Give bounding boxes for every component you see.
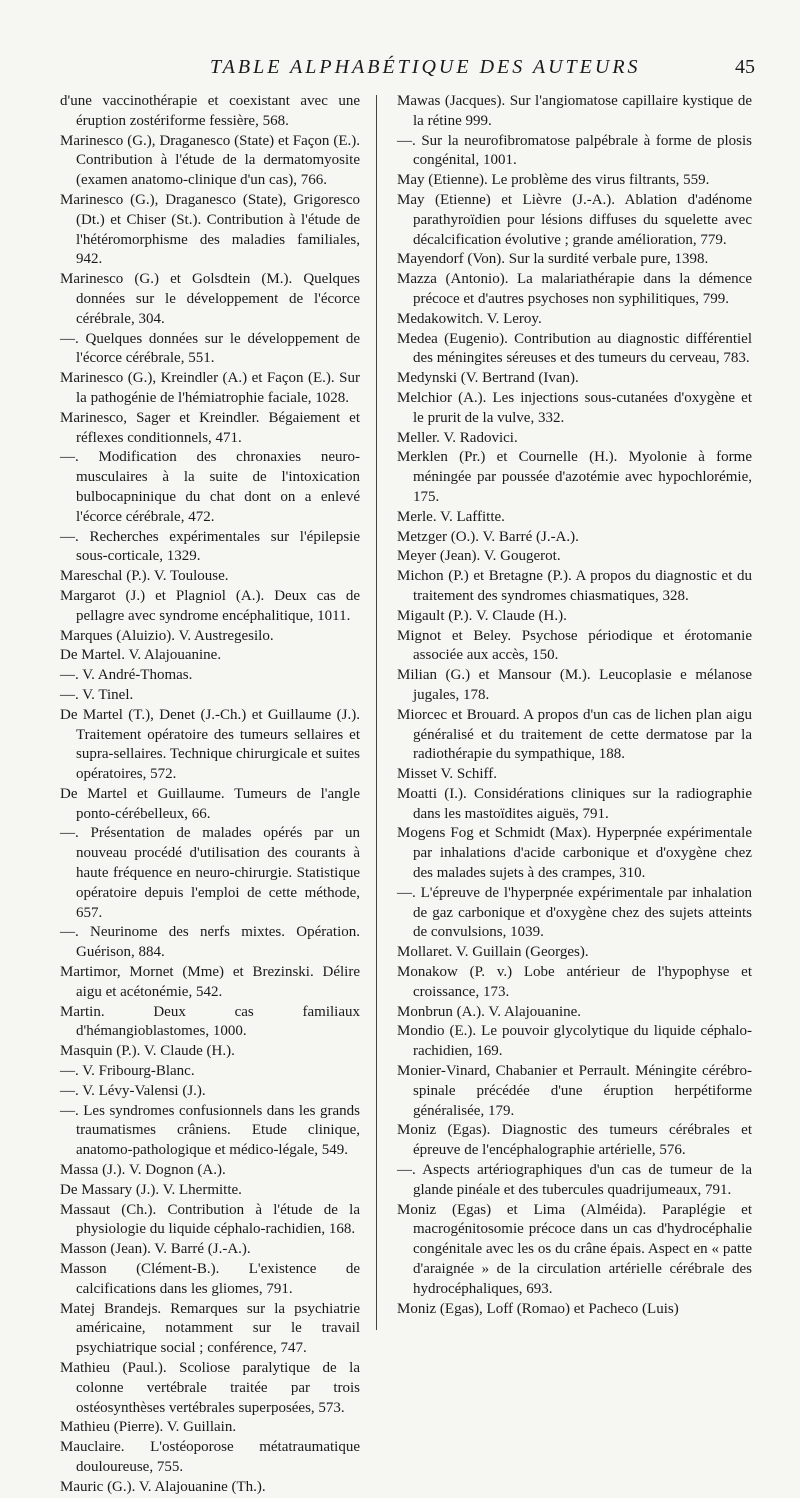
index-entry: Moniz (Egas) et Lima (Alméida). Paraplégie et macrogénitosomie précoce dans un cas d'hydrocéphalie congénitale avec les os du crâne épais. Aspect en « patte d'araignée » de la circulation artérielle cérébrale des hydrocéphaliques, 693. bbox=[397, 1201, 752, 1297]
index-entry: Margarot (J.) et Plagniol (A.). Deux cas de pellagre avec syndrome encéphalitique, 1011. bbox=[60, 587, 360, 624]
index-entry: d'une vaccinothérapie et coexistant avec une éruption zostériforme fessière, 568. bbox=[60, 93, 360, 129]
index-entry: De Martel. V. Alajouanine. bbox=[60, 647, 222, 664]
index-entry: Migault (P.). V. Claude (H.). bbox=[397, 607, 567, 624]
index-entry: Moatti (I.). Considérations cliniques sur la radiographie dans les mastoïdites aiguës, 791. bbox=[397, 785, 752, 822]
index-entry: Mathieu (Paul.). Scoliose paralytique de la colonne vertébrale traitée par trois ostéosynthèses vertébrales superposées, 573. bbox=[60, 1360, 360, 1416]
index-entry: —. V. Tinel. bbox=[60, 686, 134, 703]
index-entry: —. V. André-Thomas. bbox=[60, 667, 193, 684]
index-entry: —. Sur la neurofibromatose palpébrale à forme de plosis congénital, 1001. bbox=[397, 132, 752, 169]
index-entry: —. Présentation de malades opérés par un nouveau procédé d'utilisation des courants à haute fréquence en neuro-chirurgie. Statistique opératoire depuis l'emploi de cette méthode, 657. bbox=[60, 825, 360, 921]
index-entry: Martimor, Mornet (Mme) et Brezinski. Délire aigu et acétonémie, 542. bbox=[60, 964, 360, 1000]
index-entry: Matej Brandejs. Remarques sur la psychiatrie américaine, notamment sur le travail psychiatrique social ; conférence, 747. bbox=[60, 1300, 360, 1357]
index-entry: Martin. Deux cas familiaux d'hémangioblastomes, 1000. bbox=[60, 1003, 360, 1040]
index-entry: De Martel (T.), Denet (J.-Ch.) et Guillaume (J.). Traitement opératoire des tumeurs sellaires et supra-sellaires. Technique chirurgicale et suites opératoires, 572. bbox=[60, 706, 360, 783]
index-entry: Monier-Vinard, Chabanier et Perrault. Méningite cérébro-spinale précédée d'une éruption herpétiforme généralisée, 179. bbox=[397, 1063, 752, 1119]
index-entry: Mazza (Antonio). La malariathérapie dans la démence précoce et d'autres psychoses non syphilitiques, 799. bbox=[397, 271, 752, 307]
right-column bbox=[397, 92, 752, 1319]
index-entry: Metzger (O.). V. Barré (J.-A.). bbox=[397, 528, 579, 545]
index-entry: Melchior (A.). Les injections sous-cutanées d'oxygène et le prurit de la vulve, 332. bbox=[397, 389, 752, 426]
left-column bbox=[60, 92, 360, 1498]
column-divider bbox=[376, 95, 377, 1330]
index-entry: Moniz (Egas), Loff (Romao) et Pacheco (Luis) bbox=[397, 1300, 679, 1317]
index-entry: May (Etienne) et Lièvre (J.-A.). Ablation d'adénome parathyroïdien pour lésions diffuses du squelette avec décalcification évolutive ; grande amélioration, 779. bbox=[397, 191, 752, 248]
page-number: 45 bbox=[735, 56, 755, 78]
index-entry: Meyer (Jean). V. Gougerot. bbox=[397, 548, 561, 565]
index-entry: Mondio (E.). Le pouvoir glycolytique du liquide céphalo-rachidien, 169. bbox=[397, 1023, 752, 1060]
index-entry: Monbrun (A.). V. Alajouanine. bbox=[397, 1003, 582, 1020]
index-entry: Medakowitch. V. Leroy. bbox=[397, 310, 542, 327]
index-entry: Mawas (Jacques). Sur l'angiomatose capillaire kystique de la rétine 999. bbox=[397, 93, 752, 129]
index-entry: Medynski (V. Bertrand (Ivan). bbox=[397, 370, 579, 387]
index-entry: Massaut (Ch.). Contribution à l'étude de la physiologie du liquide céphalo-rachidien, 168. bbox=[60, 1201, 360, 1238]
page-header bbox=[40, 56, 755, 86]
index-entry: Mogens Fog et Schmidt (Max). Hyperpnée expérimentale par inhalations d'acide carbonique et d'oxygène chez des malades sujets à des crampes, 310. bbox=[397, 825, 752, 882]
index-entry: Milian (G.) et Mansour (M.). Leucoplasie e mélanose jugales, 178. bbox=[397, 667, 752, 703]
index-entry: Massa (J.). V. Dognon (A.). bbox=[60, 1162, 226, 1179]
index-entry: Michon (P.) et Bretagne (P.). A propos du diagnostic et du traitement des syndromes chiasmatiques, 328. bbox=[397, 568, 752, 604]
index-entry: Misset V. Schiff. bbox=[397, 766, 498, 783]
index-entry: —. L'épreuve de l'hyperpnée expérimentale par inhalation de gaz carbonique et d'oxygène chez des sujets atteints de convulsions, 1039. bbox=[397, 884, 752, 941]
index-entry: Monakow (P. v.) Lobe antérieur de l'hypophyse et croissance, 173. bbox=[397, 964, 752, 1000]
index-entry: —. Aspects artériographiques d'un cas de tumeur de la glande pinéale et des tubercules quadrijumeaux, 791. bbox=[397, 1162, 752, 1198]
index-entry: —. Neurinome des nerfs mixtes. Opération. Guérison, 884. bbox=[60, 924, 360, 961]
index-entry: Mollaret. V. Guillain (Georges). bbox=[397, 944, 589, 961]
running-title: TABLE ALPHABÉTIQUE DES AUTEURS bbox=[210, 56, 641, 78]
index-entry: Medea (Eugenio). Contribution au diagnostic différentiel des méningites séreuses et des tumeurs du cerveau, 783. bbox=[397, 330, 752, 367]
index-entry: De Martel et Guillaume. Tumeurs de l'angle ponto-cérébelleux, 66. bbox=[60, 785, 360, 822]
index-entry: Mignot et Beley. Psychose périodique et érotomanie associée aux accès, 150. bbox=[397, 627, 752, 664]
index-entry: Marinesco (G.), Draganesco (State) et Façon (E.). Contribution à l'étude de la dermatomyosite (examen anatomo-clinique d'un cas), 766. bbox=[60, 132, 360, 189]
index-entry: Meller. V. Radovici. bbox=[397, 429, 518, 446]
index-entry: —. Modification des chronaxies neuro-musculaires à la suite de l'intoxication bulbocapninique du chat dont on a enlevé l'écorce cérébrale, 472. bbox=[60, 449, 360, 525]
index-entry: —. Recherches expérimentales sur l'épilepsie sous-corticale, 1329. bbox=[60, 528, 360, 565]
index-entry: —. Quelques données sur le développement de l'écorce cérébrale, 551. bbox=[60, 330, 360, 367]
index-entry: De Massary (J.). V. Lhermitte. bbox=[60, 1181, 242, 1198]
index-entry: Marinesco (G.), Draganesco (State), Grigoresco (Dt.) et Chiser (St.). Contribution à l'étude de l'hétéromorphisme des maladies familiales, 942. bbox=[60, 191, 360, 268]
index-entry: Marinesco (G.), Kreindler (A.) et Façon (E.). Sur la pathogénie de l'hémiatrophie faciale, 1028. bbox=[60, 370, 360, 406]
index-entry: Marinesco, Sager et Kreindler. Bégaiement et réflexes conditionnels, 471. bbox=[60, 409, 360, 446]
index-entry: Marinesco (G.) et Golsdtein (M.). Quelques données sur le développement de l'écorce cérébrale, 304. bbox=[60, 271, 360, 327]
index-entry: Mauric (G.). V. Alajouanine (Th.). bbox=[60, 1478, 266, 1495]
index-entry: Mathieu (Pierre). V. Guillain. bbox=[60, 1419, 237, 1436]
index-entry: Marques (Aluizio). V. Austregesilo. bbox=[60, 627, 274, 644]
index-entry: —. Les syndromes confusionnels dans les grands traumatismes crâniens. Etude clinique, anatomo-pathologique et médico-légale, 549. bbox=[60, 1102, 360, 1159]
index-entry: Mareschal (P.). V. Toulouse. bbox=[60, 568, 229, 585]
index-entry: Moniz (Egas). Diagnostic des tumeurs cérébrales et épreuve de l'encéphalographie artérielle, 576. bbox=[397, 1122, 752, 1159]
index-entry: Masson (Jean). V. Barré (J.-A.). bbox=[60, 1241, 251, 1258]
index-entry: —. V. Fribourg-Blanc. bbox=[60, 1063, 195, 1080]
index-entry: Masson (Clément-B.). L'existence de calcifications dans les gliomes, 791. bbox=[60, 1261, 360, 1297]
index-entry: Mauclaire. L'ostéoporose métatraumatique douloureuse, 755. bbox=[60, 1439, 360, 1475]
index-entry: May (Etienne). Le problème des virus filtrants, 559. bbox=[397, 172, 710, 189]
index-entry: Miorcec et Brouard. A propos d'un cas de lichen plan aigu généralisé et du traitement de cette dermatose par la radiothérapie du sympathique, 188. bbox=[397, 706, 752, 763]
index-entry: Masquin (P.). V. Claude (H.). bbox=[60, 1043, 235, 1060]
index-entry: Mayendorf (Von). Sur la surdité verbale pure, 1398. bbox=[397, 251, 709, 268]
index-entry: Merklen (Pr.) et Cournelle (H.). Myolonie à forme méningée par poussée d'azotémie avec hypochlorémie, 175. bbox=[397, 449, 752, 505]
index-entry: —. V. Lévy-Valensi (J.). bbox=[60, 1082, 206, 1099]
index-entry: Merle. V. Laffitte. bbox=[397, 508, 505, 525]
